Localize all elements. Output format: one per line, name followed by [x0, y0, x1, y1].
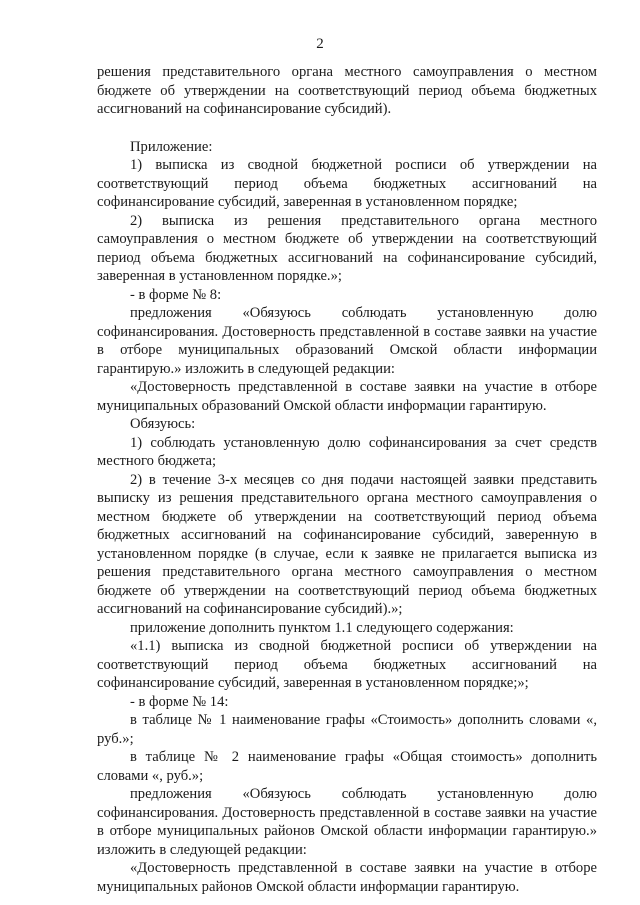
- paragraph: решения представительного органа местного самоуправления о местном бюджете об утверждении на соответствующий период объема бюджетных ассигнований на софинансирование субсидий).: [97, 64, 597, 117]
- paragraph: - в форме № 8:: [130, 286, 222, 303]
- paragraph: «Достоверность представленной в составе заявки на участие в отборе муниципальных районов Омской области информации гарантирую.: [97, 860, 597, 895]
- paragraph: 2) в течение 3-х месяцев со дня подачи настоящей заявки представить выписку из решения представительного органа местного самоуправления о местном бюджете об утверждении на соответствующий период объема бюджетных ассигнований на софинансирование субсидий, заверенную в установленном порядке (в случае, если к заявке не прилагается выписка из решения представительного органа местного самоуправления о местном бюджете об утверждении на соответствующий период объема бюджетных ассигнований на софинансирование субсидий).»;: [97, 471, 597, 617]
- paragraph: «1.1) выписка из сводной бюджетной росписи об утверждении на соответствующий период объема бюджетных ассигнований на софинансирование субсидий, заверенная в установленном порядке;»;: [97, 638, 597, 691]
- paragraph: предложения «Обязуюсь соблюдать установленную долю софинансирования. Достоверность представленной в составе заявки на участие в отборе муниципальных районов Омской области информации гарантирую.» изложить в следующей редакции:: [97, 786, 597, 858]
- paragraph: в таблице № 2 наименование графы «Общая стоимость» дополнить словами «, руб.»;: [97, 749, 597, 784]
- paragraph: 1) выписка из сводной бюджетной росписи об утверждении на соответствующий период объема бюджетных ассигнований на софинансирование субсидий, заверенная в установленном порядке;: [97, 157, 597, 210]
- paragraph: Обязуюсь:: [130, 416, 196, 432]
- paragraph: приложение дополнить пунктом 1.1 следующего содержания:: [130, 619, 514, 636]
- paragraph: Приложение:: [130, 138, 213, 155]
- paragraph: «Достоверность представленной в составе заявки на участие в отборе муниципальных образований Омской области информации гарантирую.: [97, 379, 597, 414]
- paragraph: 2) выписка из решения представительного органа местного самоуправления о местном бюджете об утверждении на соответствующий период объема бюджетных ассигнований на софинансирование субсидий, заверенная в установленном порядке.»;: [97, 212, 597, 284]
- paragraph-gap: [97, 119, 597, 138]
- paragraph: предложения «Обязуюсь соблюдать установленную долю софинансирования. Достоверность представленной в составе заявки на участие в отборе муниципальных образований Омской области информации гарантирую.» изложить в следующей редакции:: [97, 305, 597, 377]
- paragraph: в таблице № 1 наименование графы «Стоимость» дополнить словами «, руб.»;: [97, 712, 597, 747]
- paragraph: 1) соблюдать установленную долю софинансирования за счет средств местного бюджета;: [97, 434, 597, 469]
- paragraph: - в форме № 14:: [130, 693, 229, 710]
- document-body: [97, 63, 597, 896]
- page-number: 2: [316, 36, 324, 52]
